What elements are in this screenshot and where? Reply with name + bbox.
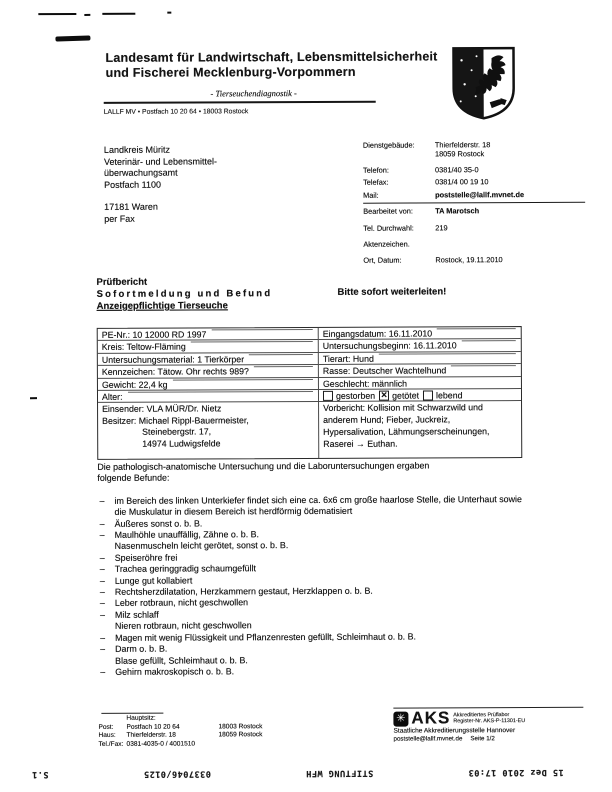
geschlecht-text: Geschlecht: männlich xyxy=(322,378,408,389)
telfax-label: Tel./Fax: xyxy=(98,740,124,748)
durchwahl-label: Tel. Durchwahl: xyxy=(363,223,414,233)
finding-item xyxy=(98,528,526,553)
info-divider xyxy=(363,202,585,205)
scan-artifact xyxy=(167,12,171,14)
bearbeitet-value: TA Marotsch xyxy=(435,206,480,216)
recipient-delivery-method: per Fax xyxy=(104,213,135,224)
finding-item xyxy=(98,608,526,633)
dienstgebaeude-value xyxy=(435,140,585,159)
report-disease-class: Anzeigepflichtige Tierseuche xyxy=(96,300,228,312)
sender-address-line: LALLF MV • Postfach 10 20 64 • 18003 Rostock xyxy=(103,108,249,116)
cell-death-status xyxy=(319,389,521,402)
telefon-label: Telefon: xyxy=(362,165,389,175)
getoetet-checkbox-checked: ✕ xyxy=(380,390,388,400)
haus-value: Thierfelderstr. 18 xyxy=(126,731,176,739)
durchwahl-value: 219 xyxy=(435,222,448,232)
cell-untersuchungsbeginn xyxy=(319,339,521,352)
finding-continuation xyxy=(115,676,526,678)
finding-text: Leber rotbraun, nicht geschwollen xyxy=(114,597,249,609)
post-value: Postfach 10 20 64 xyxy=(126,723,180,731)
finding-text: im Bereich des linken Unterkiefer findet sich eine ca. 6x6 cm große haarlose Stelle, die Unterhaut sowie die Muskulatur in diesem Bereich ist herdförmig ödematisiert xyxy=(114,493,522,518)
finding-item xyxy=(98,642,526,667)
cell-alter xyxy=(98,390,319,403)
vorbericht-line3: Hypersalivation, Lähmungserscheinungen, xyxy=(323,426,490,437)
mail-value: poststelle@lallf.mvnet.de xyxy=(435,189,525,199)
ort-datum-value: Rostock, 19.11.2010 xyxy=(435,255,503,265)
haus-label: Haus: xyxy=(98,732,116,740)
finding-continuation: Nasenmuscheln leicht gerötet, sonst o. b. B. xyxy=(114,540,289,552)
finding-text: Rechtsherzdilatation, Herzkammern gestaut, Herzklappen o. b. B. xyxy=(114,585,373,597)
checkbox-group-lebend xyxy=(423,390,462,400)
scan-artifact xyxy=(102,13,135,15)
report-heading xyxy=(96,276,272,313)
vorbericht-line4: Raserei → Euthan. xyxy=(323,438,398,449)
accreditation-block xyxy=(393,707,589,743)
report-type: Prüfbericht xyxy=(96,276,148,288)
office-info-block xyxy=(363,140,586,268)
bullet-dash: – xyxy=(99,586,105,597)
gestorben-label: gestorben xyxy=(335,390,376,402)
finding-text: Magen mit wenig Flüssigkeit und Pflanzenresten gefüllt, Schleimhaut o. b. B. xyxy=(115,631,417,643)
pe-nr-text: PE-Nr.: 10 12000 RD 1997 xyxy=(101,329,207,340)
cell-kreis xyxy=(98,340,319,353)
finding-item xyxy=(97,494,525,519)
bullet-dash: – xyxy=(99,518,105,529)
aks-logo-icon: ✳ xyxy=(393,711,408,726)
cell-pe-nr xyxy=(98,328,319,341)
telefax-value: 0381/4 00 19 10 xyxy=(435,177,489,187)
einsender-text: Einsender: VLA MÜR/Dr. Nietz xyxy=(102,403,222,415)
bullet-dash: – xyxy=(100,632,106,643)
finding-text: Trachea geringgradig schaumgefüllt xyxy=(114,563,257,575)
getoetet-label: getötet xyxy=(392,390,420,401)
scan-artifact xyxy=(38,13,76,15)
aks-logo-text: AKS xyxy=(411,708,451,728)
cell-tierart xyxy=(319,352,521,365)
recipient-line: Postfach 1100 xyxy=(104,179,161,190)
telefax-label: Telefax: xyxy=(363,178,389,188)
info-row-bearbeitet xyxy=(363,206,585,216)
finding-text: Speiseröhre frei xyxy=(114,552,178,563)
cell-kennzeichen xyxy=(98,365,319,378)
case-data-table xyxy=(97,326,523,460)
cell-einsender-besitzer xyxy=(98,402,319,459)
alter-text: Alter: xyxy=(101,391,123,402)
footer-address-block xyxy=(98,714,262,749)
dienstgebaeude-label: Dienstgebäude: xyxy=(362,140,415,150)
rasse-text: Rasse: Deutscher Wachtelhund xyxy=(322,365,447,377)
besitzer-line1: Besitzer: Michael Rippl-Bauermeister, xyxy=(102,415,249,426)
checkbox-group-gestorben xyxy=(323,391,375,401)
agency-title-line2: und Fischerei Mecklenburg-Vorpommern xyxy=(105,64,356,80)
recipient-line: Veterinär- und Lebensmittel- xyxy=(103,155,218,167)
gewicht-text: Gewicht: 22,4 kg xyxy=(101,379,168,390)
cell-gewicht xyxy=(98,378,319,391)
finding-continuation: Nieren rotbraun, nicht geschwollen xyxy=(114,620,252,632)
bearbeitet-label: Bearbeitet von: xyxy=(363,206,413,217)
material-text: Untersuchungsmaterial: 1 Tierkörper xyxy=(101,354,245,365)
haus-city: 18059 Rostock xyxy=(218,731,263,739)
agency-title-line1: Landesamt für Landwirtschaft, Lebensmittelsicherheit xyxy=(105,49,438,65)
accreditation-authority: Staatliche Akkreditierungsstelle Hannover xyxy=(393,727,516,735)
agency-title xyxy=(105,49,465,81)
mail-label: Mail: xyxy=(363,190,379,200)
info-row-telefon xyxy=(363,165,585,175)
aks-line1: Akkreditiertes Prüflabor xyxy=(453,712,510,719)
aktenzeichen-label: Aktenzeichen. xyxy=(363,239,410,249)
bullet-dash: – xyxy=(99,495,105,506)
bullet-dash: – xyxy=(99,564,105,575)
besitzer-line3: 14974 Ludwigsfelde xyxy=(142,438,221,449)
footer-mail: poststelle@lallf.mvnet.de xyxy=(393,735,463,743)
fax-page: S.1 xyxy=(31,769,49,780)
lebend-label: lebend xyxy=(436,390,463,401)
hauptsitz-label: Hauptsitz: xyxy=(126,714,156,722)
finding-text: Darm o. b. B. xyxy=(115,643,168,654)
scan-artifact xyxy=(84,14,90,16)
recipient-line: Landkreis Müritz xyxy=(103,144,170,155)
info-row-ort-datum xyxy=(363,255,585,265)
findings-section xyxy=(97,460,526,678)
footer-mail-page-row xyxy=(393,735,589,743)
cell-rasse xyxy=(319,364,521,377)
post-city: 18003 Rostock xyxy=(218,722,263,730)
finding-text: Äußeres sonst o. b. B. xyxy=(114,518,203,529)
recipient-address-block xyxy=(104,144,217,224)
bullet-dash: – xyxy=(100,666,106,677)
info-row-dienstgebaeude xyxy=(363,140,585,159)
post-label: Post: xyxy=(98,723,114,731)
bullet-dash: – xyxy=(99,609,105,620)
cell-material xyxy=(98,353,319,366)
recipient-city: 17181 Waren xyxy=(104,201,158,212)
fax-transmission-line xyxy=(32,767,564,779)
mecklenburg-vorpommern-shield-icon xyxy=(451,46,515,120)
eingangsdatum-text: Eingangsdatum: 16.11.2010 xyxy=(322,328,433,339)
fax-number: 0337046/0125 xyxy=(143,768,211,779)
findings-intro-line2: folgende Befunde: xyxy=(97,473,170,484)
recipient-line: überwachungsamt xyxy=(104,167,178,178)
recipient-gap xyxy=(104,190,217,201)
fold-mark xyxy=(30,397,37,399)
info-row-telefax xyxy=(363,177,585,187)
fax-datetime: 15 Dez 2010 17:03 xyxy=(468,766,564,778)
bullet-dash: – xyxy=(99,598,105,609)
kreis-text: Kreis: Teltow-Fläming xyxy=(101,341,186,353)
tierart-text: Tierart: Hund xyxy=(322,353,374,364)
info-row-durchwahl xyxy=(363,222,585,232)
aks-logo-row xyxy=(393,710,589,727)
aks-register-lines xyxy=(453,712,525,725)
dienstgebaeude-street: Thierfelderstr. 18 xyxy=(434,140,491,150)
cell-geschlecht xyxy=(319,377,521,390)
findings-intro xyxy=(97,460,525,485)
department-subtitle: - Tierseuchendiagnostik - xyxy=(210,88,297,99)
bullet-dash: – xyxy=(99,529,105,540)
cell-eingangsdatum xyxy=(319,327,521,340)
kennzeichen-text: Kennzeichen: Tätow. Ohr rechts 989? xyxy=(101,366,249,378)
finding-text: Lunge gut kollabiert xyxy=(114,575,193,586)
info-row-mail xyxy=(363,189,585,199)
finding-item xyxy=(98,665,526,678)
finding-text: Milz schlaff xyxy=(114,609,159,620)
footer-haus-row xyxy=(98,731,262,740)
finding-text: Maulhöhle unauffällig, Zähne o. b. B. xyxy=(114,529,260,540)
bullet-dash: – xyxy=(99,575,105,586)
footer-telfax-row xyxy=(99,740,263,749)
coat-of-arms xyxy=(451,46,515,125)
besitzer-line2: Steinebergstr. 17, xyxy=(142,426,212,438)
dienstgebaeude-city: 18059 Rostock xyxy=(434,149,485,159)
bullet-dash: – xyxy=(100,643,106,654)
info-row-aktenzeichen xyxy=(363,238,585,248)
bullet-dash: – xyxy=(99,552,105,563)
lebend-checkbox xyxy=(423,391,433,401)
finding-text: Gehirn makroskopisch o. b. B. xyxy=(115,666,235,677)
finding-continuation: Blase gefüllt, Schleimhaut o. b. B. xyxy=(115,654,248,666)
fax-sender: STIFTUNG WFH xyxy=(305,767,374,779)
vorbericht-line2: anderem Hund; Fieber, Juckreiz, xyxy=(323,414,451,426)
forward-note: Bitte sofort weiterleiten! xyxy=(337,286,447,298)
page-number: Seite 1/2 xyxy=(470,735,495,743)
checkbox-group-getoetet xyxy=(379,391,419,401)
header-rule xyxy=(104,101,376,104)
findings-intro-line1: Die pathologisch-anatomische Untersuchung und die Laboruntersuchungen ergaben xyxy=(97,460,430,472)
gestorben-checkbox xyxy=(323,391,333,401)
scan-artifact xyxy=(55,35,90,41)
telefon-value: 0381/40 35-0 xyxy=(434,165,479,175)
ort-datum-label: Ort, Datum: xyxy=(363,255,402,265)
report-subtype: Sofortmeldung und Befund xyxy=(96,288,273,300)
vorbericht-line1: Vorbericht: Kollision mit Schwarzwild und xyxy=(323,402,483,414)
cell-vorbericht xyxy=(319,401,521,458)
aks-line2: Register-Nr. AKS-P-11301-EU xyxy=(453,718,526,725)
untersuchungsbeginn-text: Untersuchungsbeginn: 16.11.2010 xyxy=(322,340,457,352)
telfax-value: 0381-4035-0 / 4001510 xyxy=(126,740,196,748)
